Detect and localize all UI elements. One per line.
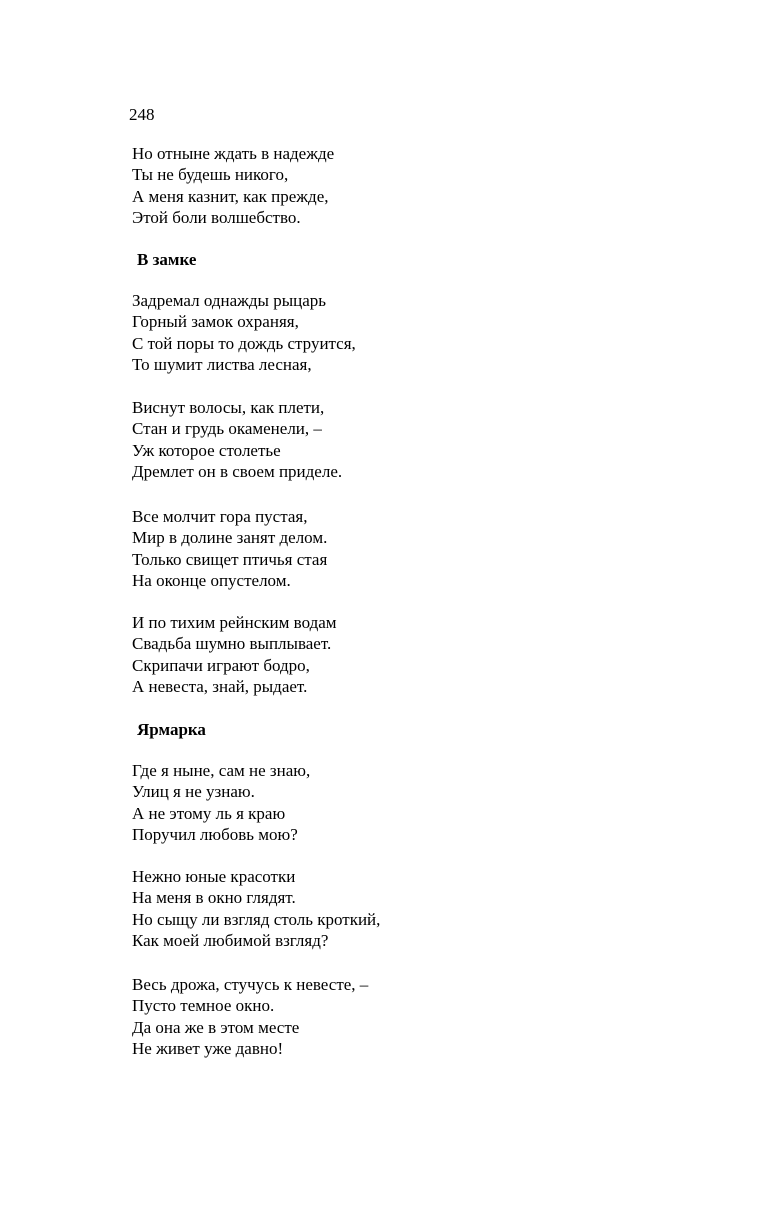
poem-line: Уж которое столетье bbox=[132, 440, 281, 460]
poem-line: На меня в окно глядят. bbox=[132, 888, 296, 908]
poem-line: Этой боли волшебство. bbox=[132, 207, 301, 227]
poem-line: Где я ныне, сам не знаю, bbox=[132, 761, 311, 780]
poem-line: Весь дрожа, стучусь к невесте, – bbox=[132, 975, 369, 994]
poem-line: Мир в долине занят делом. bbox=[132, 528, 328, 548]
poem-line: Скрипачи играют бодро, bbox=[132, 655, 310, 675]
poem-line: А не этому ль я краю bbox=[132, 803, 286, 823]
stanza bbox=[132, 506, 327, 591]
poem-line: Ты не будешь никого, bbox=[132, 165, 289, 185]
page-number: 248 bbox=[129, 105, 155, 124]
poem-line: Но отныне ждать в надежде bbox=[132, 144, 335, 163]
poem-line: С той поры то дождь струится, bbox=[132, 333, 356, 353]
poem-line: И по тихим рейнским водам bbox=[132, 613, 337, 632]
poem-line: Как моей любимой взгляд? bbox=[132, 930, 329, 950]
poem-line: Виснут волосы, как плети, bbox=[132, 398, 325, 417]
poem-line: Задремал однажды рыцарь bbox=[132, 291, 327, 310]
stanza bbox=[132, 612, 337, 697]
poem-title-v-zamke: В замке bbox=[137, 250, 197, 269]
stanza bbox=[132, 760, 310, 845]
poem-line: То шумит листва лесная, bbox=[132, 354, 312, 374]
poem-line: Пусто темное окно. bbox=[132, 996, 275, 1016]
stanza bbox=[132, 974, 368, 1059]
opening-stanza bbox=[132, 143, 334, 228]
poem-line: Улиц я не узнаю. bbox=[132, 782, 255, 802]
poem-title-yarmarka: Ярмарка bbox=[137, 720, 206, 739]
stanza bbox=[132, 866, 380, 951]
poem-line: Свадьба шумно выплывает. bbox=[132, 634, 332, 654]
poem-line: Все молчит гора пустая, bbox=[132, 507, 308, 526]
poem-line: Дремлет он в своем приделе. bbox=[132, 461, 343, 481]
poem-line: Поручил любовь мою? bbox=[132, 824, 298, 844]
stanza bbox=[132, 397, 342, 482]
poem-line: Только свищет птичья стая bbox=[132, 549, 328, 569]
poem-line: Нежно юные красотки bbox=[132, 867, 296, 886]
poem-line: Стан и грудь окаменели, – bbox=[132, 419, 322, 439]
poem-line: Да она же в этом месте bbox=[132, 1017, 300, 1037]
poem-line: Горный замок охраняя, bbox=[132, 312, 299, 332]
poem-line: А невеста, знай, рыдает. bbox=[132, 676, 308, 696]
poem-line: А меня казнит, как прежде, bbox=[132, 186, 329, 206]
poem-line: Не живет уже давно! bbox=[132, 1038, 284, 1058]
poem-line: Но сыщу ли взгляд столь кроткий, bbox=[132, 909, 381, 929]
poem-line: На оконце опустелом. bbox=[132, 570, 291, 590]
stanza bbox=[132, 290, 356, 375]
